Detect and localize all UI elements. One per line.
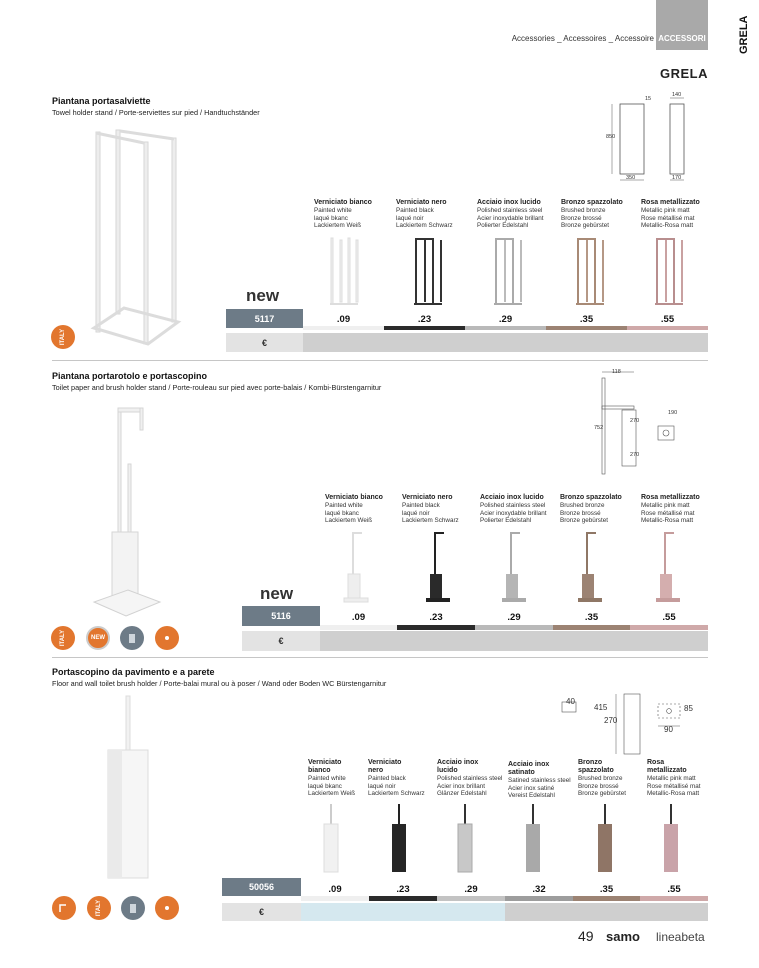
finish-desc: Polierter Edelstahl [480,517,532,525]
product-code: 50056 [222,878,301,896]
finish-name: Rosa [647,759,665,766]
price-bar [320,631,708,651]
finish-color-strip [384,326,465,330]
price-suffix: .55 [667,884,681,895]
finish-column [508,761,578,800]
product-subtitle: Toilet paper and brush holder stand / Porte-rouleau sur pied avec porte-balais / Kombi-Bürstengarnitur [52,383,382,392]
brand-title: GRELA [660,66,708,81]
finish-desc: Metallic pink matt [647,775,696,782]
finish-name: Verniciato bianco [314,199,372,206]
price-suffix: .55 [662,612,676,623]
price-suffix: .09 [336,314,351,325]
finish-name: bianco [308,767,331,774]
finish-column [325,494,401,525]
finish-thumbnail-bronze [576,530,606,606]
finish-desc: Lackiertem Schwarz [368,790,425,798]
new-label: new [246,286,280,305]
dimension-label: 415 [594,703,608,712]
finish-thumbnail-bronze [572,236,612,308]
finish-thumbnail-satin [520,802,550,874]
finish-name: Verniciato nero [402,494,453,501]
finish-name: Acciaio inox lucido [477,199,541,206]
finish-color-strip [465,326,546,330]
finish-desc: laqué noir [402,509,430,517]
finish-desc: Metallic-Rosa matt [647,790,700,798]
dimension-label: 350 [626,175,636,181]
finish-desc: Polished stainless steel [480,502,546,509]
price-suffix: .29 [507,612,521,623]
finish-color-strip [369,896,437,901]
price-suffix: .35 [579,314,594,325]
new-badge: NEW [86,626,110,650]
finish-color-strip [301,896,369,901]
finish-name: Acciaio inox [508,761,550,768]
dimension-label: 170 [672,175,682,181]
dimension-label: 850 [606,134,616,140]
finish-column [561,199,641,230]
finish-desc: Bronze gebürstet [560,517,608,525]
section-divider [52,657,708,658]
finish-name: Acciaio inox [437,759,479,766]
paper-brush-stand-image [88,404,164,618]
finish-color-strip [553,625,630,630]
finish-desc: Lackiertem Weiß [325,517,373,525]
wall-floor-icon [52,896,76,920]
new-label: new [260,584,294,603]
finish-desc: Polished stainless steel [477,207,543,214]
finish-desc: Acier inox satiné [508,784,555,792]
finish-desc: Acier inox brillant [437,782,485,790]
finish-desc: laqué noir [368,782,396,790]
finish-color-strip [505,896,573,901]
section-tab[interactable]: ACCESSORI [656,0,708,50]
finish-name: Rosa metallizzato [641,494,700,501]
finish-desc: laqué bkanc [325,509,359,517]
finish-desc: laqué noir [396,214,424,222]
finish-color-strip [627,326,708,330]
finish-name: nero [368,767,384,774]
finish-name: lucido [437,767,458,774]
price-suffix: .55 [660,314,675,325]
floor-mount-icon [155,896,179,920]
finish-desc: Rose métallisé mat [641,214,695,222]
price-suffix: .29 [464,884,478,895]
finish-desc: Painted white [314,207,352,214]
finish-column [641,199,711,230]
price-suffix: .23 [396,884,410,895]
euro-label: € [222,903,301,921]
finish-column [578,759,646,798]
price-bar [505,903,708,921]
finish-color-strip [640,896,708,901]
finish-column [314,199,394,230]
dimension-label: 40 [566,697,575,706]
wall-mount-icon [121,896,145,920]
dimension-drawing [592,366,704,478]
finish-desc: Rose métallisé mat [641,509,695,517]
finish-thumbnail-white [342,530,372,606]
finish-column [308,759,368,798]
finish-column [437,759,507,798]
price-bar [301,903,505,921]
finish-color-strip [397,625,475,630]
dimension-drawing-top [652,700,708,734]
finish-desc: Metallic-Rosa matt [641,222,694,230]
price-suffix: .23 [417,314,432,325]
finish-desc: laqué bkanc [314,214,348,222]
finish-name: Bronzo spazzolato [560,494,622,501]
sub-brand-logo: lineabeta [656,930,705,944]
price-suffix: .29 [498,314,513,325]
product-code: 5116 [242,606,320,626]
finish-column [396,199,476,230]
dimension-label: 190 [668,410,678,416]
side-brand-label: GRELA [738,15,750,54]
finish-column [647,759,711,798]
finish-desc: Metallic-Rosa matt [641,517,694,525]
price-suffix: .35 [599,884,614,895]
page-number: 49 [578,928,594,944]
finish-name: Verniciato bianco [325,494,383,501]
price-suffix: .09 [328,884,342,895]
dimension-label: 270 [604,716,618,725]
wall-mount-icon [120,626,144,650]
finish-desc: Bronze brossé [561,214,602,222]
product-code: 5117 [226,309,303,328]
euro-label: € [226,333,303,352]
product-title: Piantana portasalviette [52,96,151,106]
brand-logo: samo [606,929,640,944]
product-subtitle: Towel holder stand / Porte-serviettes sur pied / Handtuchständer [52,108,260,117]
finish-thumbnail-steel [490,236,530,308]
price-suffix: .23 [429,612,443,623]
price-suffix: .32 [532,884,546,895]
finish-desc: Bronze brossé [560,509,601,517]
toilet-brush-holder-image [92,694,162,884]
finish-desc: Lackiertem Schwarz [402,517,459,525]
finish-color-strip [573,896,640,901]
finish-thumbnail-black [386,802,416,874]
finish-desc: Glänzer Edelstahl [437,790,487,798]
finish-name: Verniciato nero [396,199,447,206]
finish-color-strip [630,625,708,630]
finish-thumbnail-black [410,236,450,308]
finish-desc: Rose métallisé mat [647,782,701,790]
finish-desc: Brushed bronze [560,502,605,509]
finish-name: spazzolato [578,767,614,774]
finish-thumbnail-pink [651,236,691,308]
price-bar [303,333,708,352]
finish-color-strip [475,625,553,630]
italy-badge: ITALY [87,896,111,920]
finish-name: Acciaio inox lucido [480,494,544,501]
finish-desc: Metallic pink matt [641,207,690,214]
finish-desc: Lackiertem Weiß [314,222,362,230]
finish-desc: Brushed bronze [561,207,606,214]
dimension-label: 270 [630,418,640,424]
finish-thumbnail-white [318,802,348,874]
finish-desc: Painted black [402,502,440,509]
finish-thumbnail-pink [654,530,684,606]
finish-name: Bronzo [578,759,603,766]
finish-column [641,494,711,525]
floor-mount-icon [155,626,179,650]
finish-desc: Brushed bronze [578,775,623,782]
finish-desc: Vereist Edelstahl [508,792,555,800]
product-title: Piantana portarotolo e portascopino [52,371,208,381]
finish-desc: Painted black [396,207,434,214]
finish-desc: Bronze brossé [578,782,619,790]
finish-name: Verniciato [368,759,402,766]
finish-color-strip [546,326,627,330]
finish-column [368,759,436,798]
finish-name: Verniciato [308,759,342,766]
dimension-label: 270 [630,452,640,458]
dimension-label: 118 [612,369,621,375]
finish-name: satinato [508,769,535,776]
dimension-label: 15 [645,96,652,102]
finish-desc: Painted white [325,502,363,509]
dimension-label: 90 [664,725,673,734]
finish-desc: Satined stainless steel [508,777,571,784]
dimension-label: 85 [684,704,693,713]
finish-desc: laqué bkanc [308,782,342,790]
finish-desc: Polierter Edelstahl [477,222,529,230]
towel-stand-image [88,128,188,350]
finish-thumbnail-white [326,236,366,308]
section-divider [52,360,708,361]
finish-color-strip [320,625,397,630]
finish-desc: Acier inoxydable brillant [480,509,547,517]
finish-desc: Painted white [308,775,346,782]
finish-desc: Bronze gebürstet [578,790,626,798]
finish-desc: Metallic pink matt [641,502,690,509]
price-suffix: .35 [584,612,599,623]
category-breadcrumb: Accessories _ Accessoires _ Accessoire [511,34,654,43]
finish-name: Bronzo spazzolato [561,199,623,206]
finish-column [402,494,478,525]
finish-thumbnail-pink [658,802,688,874]
finish-desc: Acier inoxydable brillant [477,214,544,222]
finish-thumbnail-steel [452,802,482,874]
finish-color-strip [303,326,384,330]
finish-desc: Bronze gebürstet [561,222,609,230]
finish-thumbnail-steel [500,530,530,606]
finish-name: Rosa metallizzato [641,199,700,206]
finish-desc: Lackiertem Weiß [308,790,356,798]
dimension-label: 140 [672,92,682,98]
finish-desc: Painted black [368,775,406,782]
price-suffix: .09 [351,612,366,623]
finish-color-strip [437,896,505,901]
product-title: Portascopino da pavimento e a parete [52,667,215,677]
finish-thumbnail-bronze [592,802,622,874]
italy-badge: ITALY [51,325,75,349]
finish-desc: Lackiertem Schwarz [396,222,453,230]
product-subtitle: Floor and wall toilet brush holder / Porte-balai mural ou à poser / Wand oder Boden WC Bürstengarnitur [52,679,387,688]
finish-desc: Polished stainless steel [437,775,503,782]
italy-badge: ITALY [51,626,75,650]
finish-column [480,494,560,525]
finish-column [560,494,640,525]
dimension-label: 752 [594,425,604,431]
finish-thumbnail-black [424,530,454,606]
finish-name: metallizzato [647,767,687,774]
finish-column [477,199,557,230]
euro-label: € [242,631,320,651]
